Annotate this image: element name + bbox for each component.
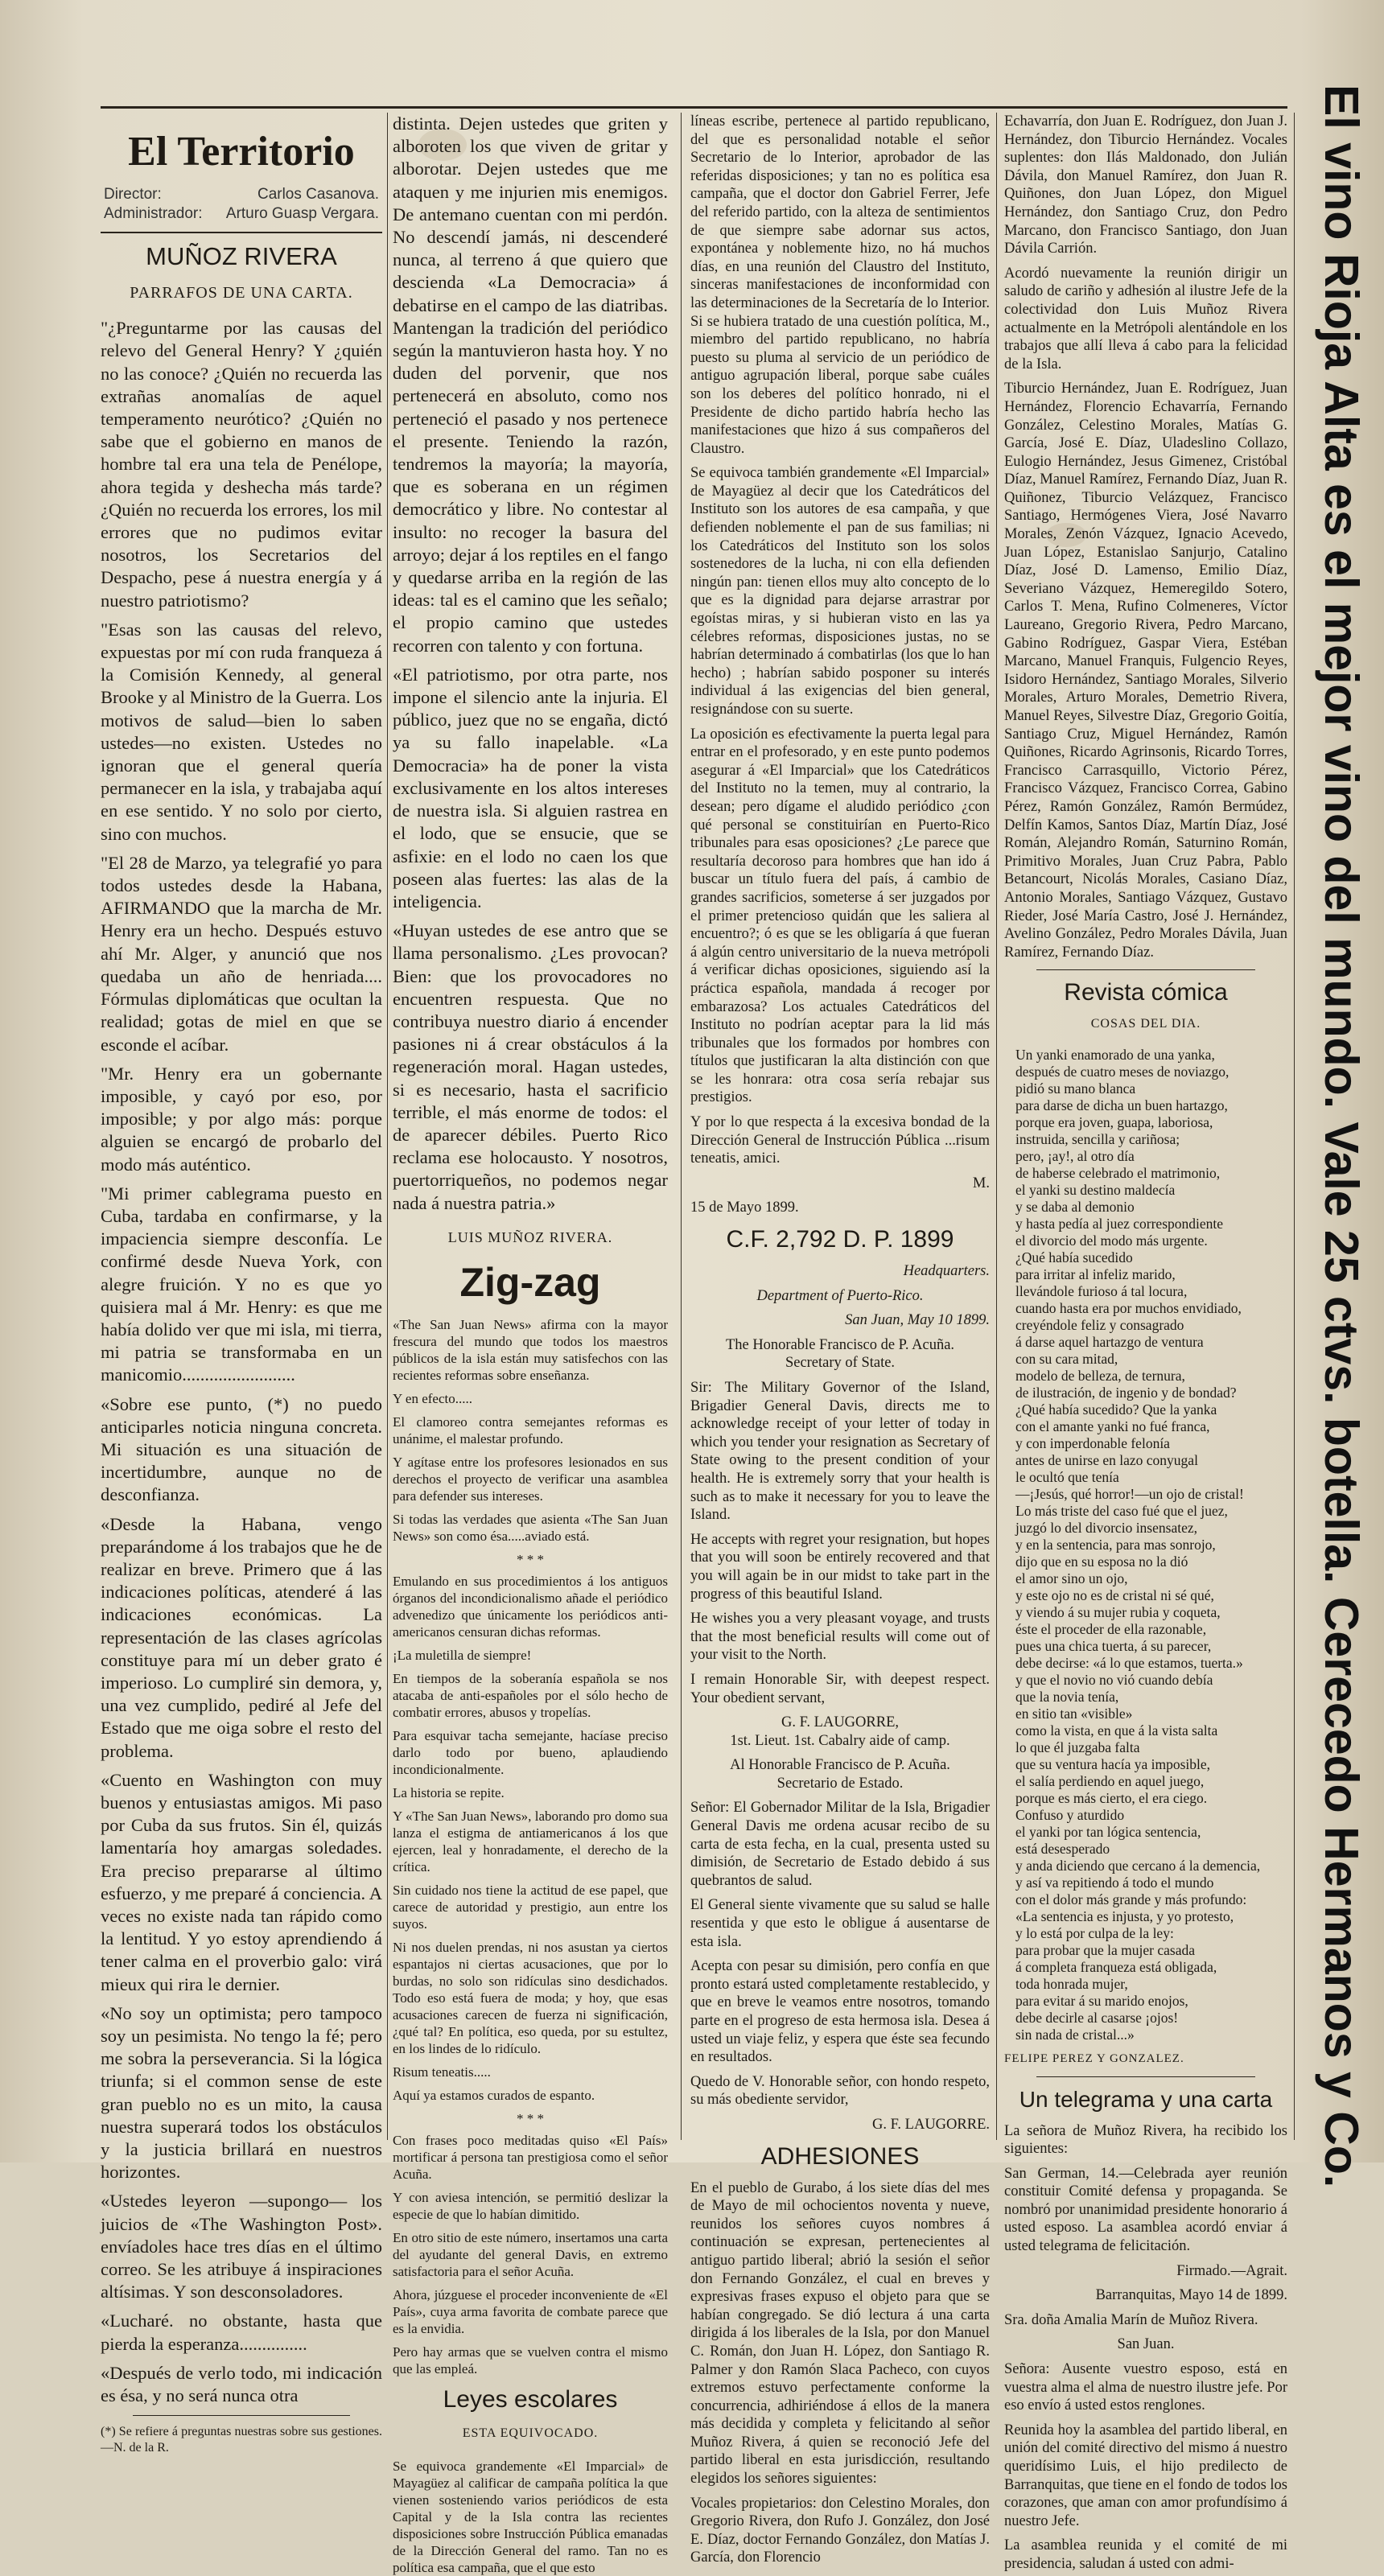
paragraph: ¡La muletilla de siempre! <box>393 1647 532 1663</box>
poem-line: está desesperado <box>1015 1840 1110 1857</box>
poem-line: modelo de belleza, de ternura, <box>1015 1367 1185 1384</box>
telegrama-heading: Un telegrama y una carta <box>1019 2086 1273 2112</box>
translation-addressee: Al Honorable Francisco de P. Acuña. <box>730 1757 950 1774</box>
paragraph: En otro sitio de este número, insertamos una carta del ayudante del general Davis, en extremo satisfactoria para el señor Acuña. <box>393 2229 668 2279</box>
column-separator <box>1294 113 1295 2140</box>
paragraph: Tiburcio Hernández, Juan E. Rodríguez, Juan Hernández, Florencio Echavarría, Fernando González, Celestino Morales, Matías G. García, José E. Díaz, Uladeslino Collazo, Eulogio Hernández, Jesus Gimenez, Cristóbal Díaz, Manuel Ramírez, Fernando Díaz, Juan R. Quiñonez, Tiburcio Velázquez, Francisco Santiago, Hermógenes Viera, José Navarro Morales, Zenón Vázquez, Ignacio Acevedo, Juan López, Estanislao Sanjurjo, Catalino Díaz, José D. Lamenso, Emilio Díaz, Severiano Vázquez, Hemeregildo Sotero, Carlos T. Mena, Rufino Colmeneres, Víctor Laureano, Gregorio Rivera, Pedro Marcano, Gabino Rodríguez, Gaspar Viera, Estéban Marcano, Manuel Franquis, Fulgencio Reyes, Isidoro Hernández, Santiago Morales, Silverio Morales, Arturo Morales, Demetrio Rivera, Manuel Reyes, Silvestre Díaz, Gregorio Goitía, Santiago Cruz, Miguel Hernández, Ramón Quiñones, Ricardo Agrinsonis, Ricardo Torres, Francisco Carrasquillo, Victorio Pérez, Francisco Vázquez, Francisco Correa, Gabino Pérez, Ramón González, Ramón Bermúdez, Delfín Kamos, Santos Díaz, Martín Díaz, José Román, Alejandro Román, Saturnino Román, Primitivo Morales, Juan Cruz Pabra, Pablo Betancourt, Nicolás Morales, Casiano Díaz, Antonio Morales, Santiago Vázquez, Gustavo Rieder, José María Castro, José J. Hernández, Avelino González, Pedro Morales Dávila, Juan Ramírez, Fernando Díaz. <box>1004 381 1287 961</box>
paragraph: "Mr. Henry era un gobernante imposible, y cayó por eso, por imposible; y por algo más: porque alguien se encargó de probarlo del modo más auténtico. <box>101 1063 382 1175</box>
poem-line: —¡Jesús, qué horror!—un ojo de cristal! <box>1015 1485 1244 1502</box>
poem-line: el divorcio del modo más urgente. <box>1015 1232 1208 1249</box>
masthead-rule <box>101 232 382 233</box>
poem-line: lo que él juzgaba falta <box>1015 1739 1140 1755</box>
paragraph: líneas escribe, pertenece al partido republicano, del que es personalidad notable el señor Secretario de lo Interior, aprobador de las referidas disposiciones; y tan no es política esa campaña, que el doctor don Gabriel Ferrer, Jefe del referido partido, con la alteza de sentimientos de que siempre sabe adornar sus actos, expontánea y noblemente hizo, no há muchos días, en una reunión del Claustro del Instituto, sinceras manifestaciones de inconformidad con las determinaciones de la Secretaría de lo Interior. Si se hubiera tratado de una cuestión política, M., miembro del partido republicano, no habría puesto su pluma al servicio de un periódico de antiguo agrupación liberal, porque sabe cuáles son los deberes del político honrado, ni el Presidente de dicho partido habría hecho las manifestaciones que hizo á sus compañeros del Claustro. <box>690 113 990 457</box>
poem-line: á darse aquel hartazgo de ventura <box>1015 1333 1204 1350</box>
masthead-admin <box>101 204 382 224</box>
paragraph: La señora de Muñoz Rivera, ha recibido los siguientes: <box>1004 2122 1287 2158</box>
paragraph: He wishes you a very pleasant voyage, and trusts that the most beneficial results will come out of your visit to the North. <box>690 1611 990 1664</box>
paragraph: Vocales propietarios: don Celestino Morales, don Gregorio Rivera, don Rufo J. González, don José E. Díaz, doctor Fernando González, don Matías J. García, don Florencio <box>690 2495 990 2566</box>
column-2 <box>393 113 668 2576</box>
poem-line: ¿Qué había sucedido <box>1015 1249 1133 1265</box>
paragraph: El clamoreo contra semejantes reformas es unánime, el malestar profundo. <box>393 1414 668 1446</box>
poem-line: de ilustración, de ingenio y de bondad? <box>1015 1384 1237 1401</box>
paragraph: Echavarría, don Juan E. Rodríguez, don Juan J. Hernández, don Tiburcio Hernández. Vocales suplentes: don Ilás Maldonado, don Julián Dávila, don Manuel Ramírez, don Juan R. Quiñones, don Juan López, don Miguel Hernández, don Santiago Cruz, don Pedro Marcano, don Francisco Santiago, don Juan Dávila Carrión. <box>1004 113 1287 257</box>
paragraph: La oposición es efectivamente la puerta legal para entrar en el profesorado, y en este punto podemos asegurar á «El Imparcial» que los Catedráticos del Instituto no la temen, muy al contrario, la desean; pero dígame el aludido periódico ¿con qué personal se constituirían en Puerto-Rico tribunales para esas oposiciones? ¿Le parece que resultaría decoroso para hombres que han ido á buscar un título fuera del país, á cambio de grandes sacrificios, someterse á ser juzgados por el primer pretencioso quidán que les saliera al encuentro?; ó es que se les obligaría á que fueran á algún centro universitario de la nueva metrópoli á verificar dichas oposiciones, siguiendo así la práctica española, mandada á recoger por embarazosa? Los actuales Catedráticos del Instituto no podrían aceptar para la lid más tribunales que los formados por hombres con títulos que justificaran la alta distinción con que se les honrara: otra cosa sería rebajar sus prestigios. <box>690 726 990 1106</box>
letter-signature: G. F. LAUGORRE, <box>781 1714 899 1731</box>
paragraph: En el pueblo de Gurabo, á los siete días del mes de Mayo de mil ochocientos noventa y nueve, reunidos los señores cuyos nombres á continuación se expresan, pertenecientes al antiguo partido liberal; abrió la sesión el señor don Fernando González, el cual en breves y expresivas frases expuso el objeto para que se habían congregado. Se dió lectura á una carta dirigida á los liberales de la Isla, por don Manuel C. Román, don Juan H. López, don Santiago R. Palmer y don Ramón Slaca Pacheco, con cuyos extremos estuvo perfectamente conforme la concurrencia, adhiriéndose á ellos de la manera más decidida y completa y felicitando al señor Muñoz Rivera, á quien se reconoció Jefe del partido liberal en esta jurisdicción, resultando elegidos los señores siguientes: <box>690 2179 990 2488</box>
poem-line: y este ojo no es de cristal ni sé qué, <box>1015 1586 1214 1603</box>
separator-stars: * * * <box>517 1551 544 1567</box>
poem-line: antes de unirse en lazo conyugal <box>1015 1451 1198 1468</box>
footnote: (*) Se refiere á preguntas nuestras sobre sus gestiones.—N. de la R. <box>101 2425 382 2455</box>
paragraph: Risum teneatis..... <box>393 2064 491 2080</box>
paragraph: «The San Juan News» afirma con la mayor frescura del mundo que todos los maestros públicos de la isla están muy satisfechos con las recientes reformas sobre enseñanza. <box>393 1316 668 1383</box>
vertical-wine-advertisement: El vino Rioja Alta es el mejor vino del mundo. Vale 25 ctvs. botella. Cerecedo Hermanos y Co. <box>1315 84 1368 2188</box>
poem-line: y viendo á su mujer rubia y coqueta, <box>1015 1603 1221 1620</box>
paragraph: Y «The San Juan News», laborando pro domo sua lanza el estigma de antiamericanos á los que ejercen, leal y honradamente, el derecho de la crítica. <box>393 1808 668 1874</box>
poem-line: porque es más cierto, el era ciego. <box>1015 1789 1208 1806</box>
paragraph: Emulando en sus procedimientos á los antiguos órganos del incondicionalismo añade el periódico advenedizo que únicamente los periódicos anti-americanos censuran dichas reformas. <box>393 1573 668 1640</box>
paragraph: Quedo de V. Honorable señor, con hondo respeto, su más obediente servidor, <box>690 2073 990 2109</box>
poem-line: debe decirle al casarse ¡ojos! <box>1015 2009 1179 2026</box>
paragraph: I remain Honorable Sir, with deepest respect. Your obedient servant, <box>690 1671 990 1706</box>
column-4 <box>1004 113 1287 2572</box>
paragraph: Señora: Ausente vuestro esposo, está en vuestra alma el alma de nuestro ilustre jefe. Por eso envío á usted estos renglones. <box>1004 2361 1287 2414</box>
poem-line: instruida, sencilla y cariñosa; <box>1015 1130 1180 1147</box>
poem-line: y con imperdonable felonía <box>1015 1434 1170 1451</box>
paragraph: Y con aviesa intención, se permitió deslizar la especie de que lo habían dimitido. <box>393 2189 668 2222</box>
poem-line: el amor sino un ojo, <box>1015 1570 1128 1586</box>
poem-line: para irritar al infeliz marido, <box>1015 1265 1176 1282</box>
poem-line: y así va repitiendo á todo el mundo <box>1015 1874 1214 1891</box>
paragraph: «Desde la Habana, vengo preparándome á los trabajos que he de realizar en breve. Primero que á las indicaciones políticas, atenderé á las indicaciones económicas. La representación de las clases agrícolas constituye para mí un deber grato é imperioso. Lo cumpliré sin demora, y, una vez cumplido, pediré al Jefe del Estado que me oiga sobre el resto del problema. <box>101 1513 382 1761</box>
leyes-heading: Leyes escolares <box>443 2385 618 2413</box>
author-initial: M. <box>972 1175 990 1191</box>
director-name: Carlos Casanova. <box>257 186 379 203</box>
paragraph: La asamblea reunida y el comité de mi presidencia, saludan á usted con admi- <box>1004 2537 1287 2572</box>
paragraph: El General siente vivamente que su salud se halle resentida y que esto le obligue á ausentarse de esta isla. <box>690 1897 990 1950</box>
paragraph: "Esas son las causas del relevo, expuestas por mí con ruda franqueza á la Comisión Kennedy, al general Brooke y al Ministro de la Guerra. Los motivos de salud—bien lo saben ustedes—no existen. Ustedes no ignoran que el general quería permanecer en la isla, y trabajaba aquí en ese sentido. Y no solo por cierto, sino con muchos. <box>101 619 382 844</box>
poem-line: y hasta pedía al juez correspondiente <box>1015 1215 1224 1232</box>
paragraph: Con frases poco meditadas quiso «El País» mortificar á persona tan prestigiosa como el señor Acuña. <box>393 2132 668 2182</box>
masthead-title: El Territorio <box>128 129 355 175</box>
paragraph: Sir: The Military Governor of the Island, Brigadier General Davis, directs me to acknowledge receipt of your letter of today in which you tender your resignation as Secretary of State owing to the present condition of your health. He is extremely sorry that your health is such as to make it necessary for you to leave the Island. <box>690 1380 990 1524</box>
column-separator <box>681 113 682 2140</box>
translation-addressee-title: Secretario de Estado. <box>776 1775 904 1792</box>
paragraph: Y en efecto..... <box>393 1390 472 1406</box>
paragraph: He accepts with regret your resignation, but hopes that you will soon be entirely recovered and that you will again be in our midst to take part in the progress of this beautiful Island. <box>690 1531 990 1603</box>
revista-subheading: COSAS DEL DIA. <box>1090 1017 1201 1031</box>
top-rule <box>101 106 1287 109</box>
poem-line: con el dolor más grande y más profundo: <box>1015 1891 1247 1907</box>
article-subheading: PARRAFOS DE UNA CARTA. <box>130 284 353 302</box>
poem-line: dijo que en su esposa no la dió <box>1015 1553 1188 1570</box>
poem-line: toda honrada mujer, <box>1015 1975 1128 1992</box>
translation-signature: G. F. LAUGORRE. <box>871 2116 990 2133</box>
poem-line: sin nada de cristal...» <box>1015 2026 1135 2043</box>
paragraph: Sin cuidado nos tiene la actitud de ese papel, que carece de autoridad y prestigio, aun entre los suyos. <box>393 1882 668 1932</box>
poem-line: pero, ¡ay!, al otro día <box>1015 1147 1135 1164</box>
poem-line: en sitio tan «visible» <box>1015 1705 1133 1722</box>
paragraph: San German, 14.—Celebrada ayer reunión constituir Comité defensa y propaganda. Se nombró por unanimidad presidente honorario á usted esposo. La asamblea acordó enviar á usted telegrama de felicitación. <box>1004 2165 1287 2255</box>
paragraph: Se equivoca también grandemente «El Imparcial» de Mayagüez al decir que los Catedráticos del Instituto son los autores de esa campaña, y que defienden noblemente el pan de sus familias; ni los Catedráticos del Instituto son los solos sostenedores de la lucha, ni con ella defienden ningún pan: tienen ellos muy alto concepto de lo que es la dignidad para dejarse arrastrar por egoístas miras, y si hubieran visto en las ya célebres reformas, disposiciones justas, no se habrían determinado á combatirlas (los que lo han hecho) ; habrían sabido posponer su interés individual á las exigencias del bien general, resignándose con su suerte. <box>690 465 990 718</box>
poem-line: á completa franqueza está obligada, <box>1015 1958 1217 1975</box>
letter-headquarters: Headquarters. <box>903 1263 990 1280</box>
poem-line: el salía perdiendo en aquel juego, <box>1015 1772 1205 1789</box>
admin-name: Arturo Guasp Vergara. <box>225 205 379 222</box>
column-separator <box>996 113 997 2140</box>
poem-line: Un yanki enamorado de una yanka, <box>1015 1046 1215 1063</box>
poem-line: debe decirse: «á lo que estamos, tuerta.» <box>1015 1654 1243 1671</box>
letter-recipient-place: San Juan. <box>1117 2336 1175 2353</box>
leyes-subheading: ESTA EQUIVOCADO. <box>462 2426 599 2440</box>
paragraph: En tiempos de la soberanía española se nos atacaba de anti-españoles por el sólo hecho de combatir errores, abusos y tropelías. <box>393 1670 668 1720</box>
paragraph: «Huyan ustedes de ese antro que se llama personalismo. ¿Les provocan? Bien: que los provocadores no encuentren respuesta. Que no contribuya nuestro diario á encender pasiones ni á crear obstáculos á la regeneración moral. Hagan ustedes, si es necesario, hasta el sacrificio terrible, el más enorme de todos: el de aparecer débiles. Puerto Rico reclama ese holocausto. Y nosotros, puertorriqueños, no podemos negar nada á nuestra patria.» <box>393 920 668 1213</box>
zigzag-section <box>393 1316 668 2377</box>
letter-place-date: San Juan, May 10 1899. <box>845 1312 990 1329</box>
poem-line: para evitar á su marido enojos, <box>1015 1992 1188 2009</box>
letter-recipient: Sra. doña Amalia Marín de Muñoz Rivera. <box>1004 2311 1258 2328</box>
column-1 <box>101 113 382 2455</box>
dateline: 15 de Mayo 1899. <box>690 1200 799 1216</box>
poem-line: «La sentencia es injusta, y yo protesto, <box>1015 1907 1234 1924</box>
letter-department: Department of Puerto-Rico. <box>756 1287 924 1304</box>
poem-line: cuando hasta era por muchos envidiado, <box>1015 1299 1242 1316</box>
poem-line: como la vista, en que á la vista salta <box>1015 1722 1218 1739</box>
cf-heading: C.F. 2,792 D. P. 1899 <box>726 1226 954 1253</box>
paragraph: Y agítase entre los profesores lesionados en sus derechos el proyecto de verificar una asamblea para defender sus intereses. <box>393 1454 668 1504</box>
section-rule <box>1036 2076 1255 2077</box>
article-heading: MUÑOZ RIVERA <box>146 242 337 270</box>
letter-signature-title: 1st. Lieut. 1st. Cabalry aide of camp. <box>730 1732 950 1749</box>
paragraph: Reunida hoy la asamblea del partido liberal, en unión del comité directivo del mismo á nuestro queridísimo Luis, el hijo predilecto de Barranquitas, que tiene en el fondo de todos los corazones, que aman con amor profundísimo á nuestro Jefe. <box>1004 2422 1287 2529</box>
letter-addressee-title: Secretary of State. <box>785 1355 896 1372</box>
paragraph: Para esquivar tacha semejante, hacíase preciso darlo todo por bueno, aplaudiendo incondicionalmente. <box>393 1727 668 1777</box>
separator-stars: * * * <box>517 2110 544 2126</box>
revista-heading: Revista cómica <box>1064 979 1228 1006</box>
poem-line: Lo más triste del caso fué que el juez, <box>1015 1502 1228 1519</box>
signature: LUIS MUÑOZ RIVERA. <box>447 1228 613 1245</box>
column-3 <box>690 113 990 2566</box>
section-rule <box>1036 969 1255 970</box>
poem-line: y que el novio no vió cuando debía <box>1015 1671 1213 1688</box>
paragraph: «Ustedes leyeron —supongo— los juicios de «The Washington Post». envíadoles hace tres días en el último correo. Se les atribuye á inspiraciones altísimas. Y son desconsoladores. <box>101 2191 382 2302</box>
admin-label: Administrador: <box>104 205 203 222</box>
poem-line: ¿Qué había sucedido? Que la yanka <box>1015 1401 1217 1418</box>
poem-line: le ocultó que tenía <box>1015 1468 1119 1485</box>
paragraph: "El 28 de Marzo, ya telegrafié yo para todos ustedes desde la Habana, AFIRMANDO que la marcha de Mr. Henry era un hecho. Después estuvo ahí Mr. Alger, y anunció que nos quedaba un año de henriada.... Fórmulas diplomáticas que ocultan la realidad; gotas de miel en que se esconde el acíbar. <box>101 852 382 1055</box>
paragraph: La historia se repite. <box>393 1784 505 1800</box>
paragraph: "Mi primer cablegrama puesto en Cuba, tardaba en confirmarse, y la impaciencia siempre desconfía. Le confirmé desde Nueva York, con alegre fruición. Y no es que yo quisiera mal á Mr. Henry: es que me había dolido ver que mi isla, mi tierra, mi patria se transformaba en un manicomio......................... <box>101 1183 382 1385</box>
poem-line: con el amante yanki no fué franca, <box>1015 1418 1210 1434</box>
paragraph: «Después de verlo todo, mi indicación es ésa, y no será nunca otra <box>101 2362 382 2406</box>
poem <box>1004 1047 1287 2043</box>
footnote-rule <box>133 2415 350 2416</box>
paragraph: «Cuento en Washington con muy buenos y entusiastas amigos. Mi paso por Cuba da sus frutos. Sin él, quizás lamentaría hoy amargas soledades. Era preciso prepararse al último esfuerzo, y me preparé á conciencia. A veces no existe nada tan rápido como la lentitud. Y yo estoy aprendiendo á tener calma en el proverbio galo: virá mieux qui rira le dernier. <box>101 1769 382 1994</box>
poem-line: después de cuatro meses de noviazgo, <box>1015 1063 1230 1080</box>
paragraph: Si todas las verdades que asienta «The San Juan News» son como ésa.....aviado está. <box>393 1511 668 1544</box>
poem-line: Confuso y aturdido <box>1015 1806 1125 1823</box>
poem-line: con su cara mitad, <box>1015 1350 1118 1367</box>
paragraph: «Lucharé. no obstante, hasta que pierda la esperanza............... <box>101 2311 382 2354</box>
paragraph: Se equivoca grandemente «El Imparcial» de Mayagüez al calificar de campaña política la que vienen sosteniendo varios periódicos de esta Capital y de la Isla contra las recientes disposiciones sobre Instrucción Pública emanadas de la Dirección General del ramo. Tan no es política esa campaña, que el que esto <box>393 2459 668 2576</box>
poem-line: para probar que la mujer casada <box>1015 1941 1196 1958</box>
paragraph: Ni nos duelen prendas, ni nos asustan ya ciertos espantajos ni ciertas acusaciones, que por lo burdas, no solo son ridículas sino desdichados. Todo eso está fuera de moda; y hoy, que esas acusaciones carecen de fuerza ni significación, ¿qué tal? En política, eso queda, por su estultez, en los lindes de lo ridículo. <box>393 1939 668 2056</box>
paragraph: Acordó nuevamente la reunión dirigir un saludo de cariño y adhesión al ilustre Jefe de la colectividad don Luis Muñoz Rivera actualmente en la Metrópoli alentándole en los trabajos que allí lleva á cabo para la felicidad de la Isla. <box>1004 265 1287 372</box>
poem-line: de haberse celebrado el matrimonio, <box>1015 1164 1221 1181</box>
poem-line: y en la sentencia, para mas sonrojo, <box>1015 1536 1216 1553</box>
poem-line: para darse de dicha un buen hartazgo, <box>1015 1097 1228 1113</box>
column-separator <box>387 113 388 2140</box>
paragraph: «El patriotismo, por otra parte, nos impone el silencio ante la injuria. El público, juez que no se engaña, dictó ya su fallo inapelable. «La Democracia» ha de poner la vista exclusivamente en los altos intereses de nuestra isla. Si alguien rastrea en el lodo, que se ensucie, que se asfixie: en el lodo no caen los que poseen alas fuertes: las alas de la inteligencia. <box>393 664 668 911</box>
poem-line: juzgó lo del divorcio insensatez, <box>1015 1519 1197 1536</box>
poem-line: y anda diciendo que cercano á la demencia, <box>1015 1857 1261 1874</box>
paragraph: Y por lo que respecta á la excesiva bondad de la Dirección General de Instrucción Pública ...risum teneatis, amici. <box>690 1114 990 1167</box>
poem-signature: FELIPE PEREZ Y GONZALEZ. <box>1004 2051 1184 2065</box>
director-label: Director: <box>104 186 162 203</box>
poem-line: porque era joven, guapa, laboriosa, <box>1015 1113 1213 1130</box>
paragraph: distinta. Dejen ustedes que griten y alboroten los que viven de gritar y alborotar. Dejen ustedes que me ataquen y me injurien mis enemigos. De antemano cuentan con mi perdón. No descendí jamás, ni descenderé nunca, al terreno á que quiero que descienda «La Democracia» á debatirse en el campo de las diatribas. Mantengan la tradición del periódico según la mantuvieron hasta hoy. Y no duden del porvenir, que nos pertenecerá en absoluto, como nos perteneció el pasado y nos pertenece el presente. Teniendo la razón, tendremos la mayoría; la mayoría, que es soberana en un régimen democrático y libre. No contestar al insulto: no recoger la basura del arroyo; dejar á los reptiles en el fango y quedarse arriba en la región de las ideas: tal es el camino que les señalo; el propio camino que ustedes recorren con talento y con fortuna. <box>393 113 668 656</box>
poem-line: que la novia tenía, <box>1015 1688 1119 1705</box>
letter-addressee: The Honorable Francisco de P. Acuña. <box>725 1336 955 1353</box>
letter-dateline: Barranquitas, Mayo 14 de 1899. <box>1095 2287 1287 2304</box>
masthead-director <box>101 185 382 204</box>
poem-line: que su ventura hacía ya imposible, <box>1015 1755 1211 1772</box>
paragraph: «Sobre ese punto, (*) no puedo anticiparles noticia ninguna concreta. Mi situación es una situación de incertidumbre, aunque no de desconfianza. <box>101 1393 382 1505</box>
telegram-signature: Firmado.—Agrait. <box>1176 2262 1287 2279</box>
adhesiones-heading: ADHESIONES <box>760 2142 920 2170</box>
poem-line: llevándole furioso á tal locura, <box>1015 1282 1188 1299</box>
paragraph: Pero hay armas que se vuelven contra el mismo que las empleá. <box>393 2344 668 2376</box>
paragraph: Aquí ya estamos curados de espanto. <box>393 2087 595 2103</box>
poem-line: el yanki por tan lógica sentencia, <box>1015 1823 1201 1840</box>
poem-line: el yanki su destino maldecía <box>1015 1181 1176 1198</box>
poem-line: y se daba al demonio <box>1015 1198 1135 1215</box>
poem-line: y lo está por culpa de la ley: <box>1015 1924 1174 1941</box>
poem-line: pues una chica tuerta, á su parecer, <box>1015 1637 1212 1654</box>
poem-line: creyéndole feliz y consagrado <box>1015 1316 1184 1333</box>
zigzag-heading: Zig-zag <box>459 1259 601 1305</box>
paragraph: Señor: El Gobernador Militar de la Isla, Brigadier General Davis me ordena acusar recibo de su carta de esta fecha, en la cual, presenta usted su dimisión, de Secretario de Estado debido á sus quebrantos de salud. <box>690 1800 990 1889</box>
poem-line: éste el proceder de ella razonable, <box>1015 1620 1207 1637</box>
paragraph: Acepta con pesar su dimisión, pero confía en que pronto estará usted completamente restablecido, y que en breve le veamos entre nosotros, tomando parte en el progreso de esta hermosa isla. Desea á usted un viaje feliz, y espera que éste sea fecundo en resultados. <box>690 1958 990 2066</box>
paragraph: «No soy un optimista; pero tampoco soy un pesimista. No tengo la fé; pero me sobra la perseverancia. Si la lógica triunfa; si el common sense de este gran pueblo no es un mito, la causa nuestra superará todos los obstáculos y la justicia brillará en nuestros horizontes. <box>101 2002 382 2183</box>
paragraph: "¿Preguntarme por las causas del relevo del General Henry? Y ¿quién no las conoce? ¿Quién no recuerda las extrañas anomalías de aquel temperamento neurótico? ¿Quién no sabe que el gobierno en manos de hombre tal era una tela de Penélope, ahora tegida y deshecha más tarde? ¿Quién no recuerda los errores, los mil errores que no pudimos evitar nosotros, los Secretarios del Despacho, pese á nuestra energía y á nuestro patriotismo? <box>101 318 382 611</box>
poem-line: pidió su mano blanca <box>1015 1080 1136 1097</box>
paragraph: Ahora, júzguese el proceder inconveniente de «El País», cuya arma favorita de combate parece que es la envidia. <box>393 2286 668 2336</box>
